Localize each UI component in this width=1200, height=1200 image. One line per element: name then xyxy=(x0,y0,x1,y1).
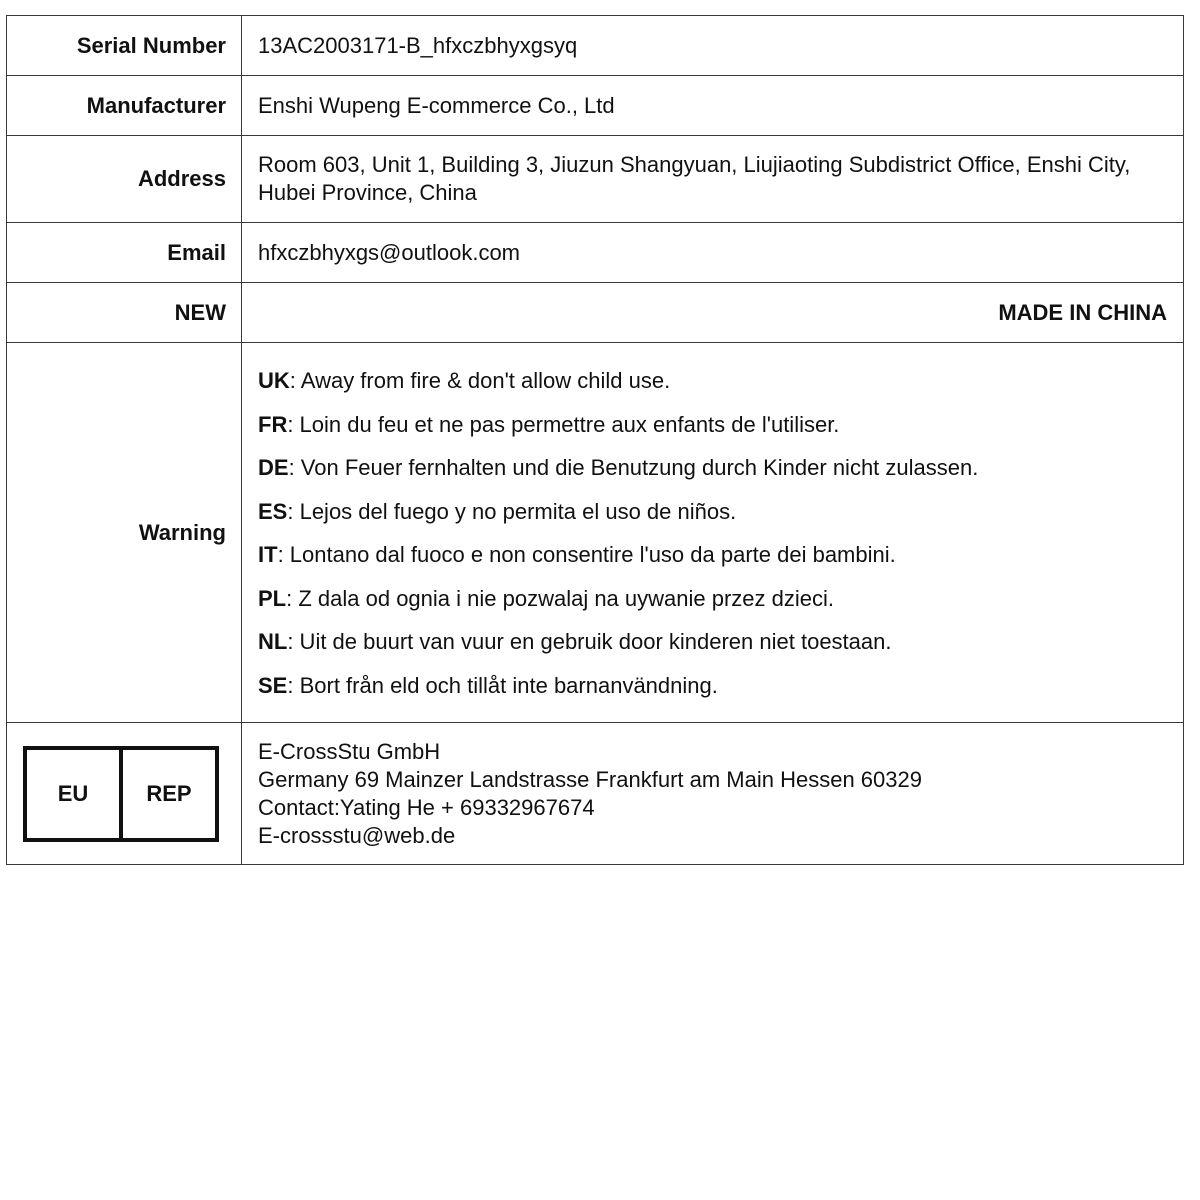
address-label: Address xyxy=(7,136,242,223)
warning-code: DE xyxy=(258,455,289,481)
condition-label: NEW xyxy=(7,283,242,343)
email-row xyxy=(7,223,1184,283)
serial-number-value: 13AC2003171-B_hfxczbhyxgsyq xyxy=(242,16,1184,76)
warning-list xyxy=(258,365,1167,700)
manufacturer-label: Manufacturer xyxy=(7,76,242,136)
warning-code: ES xyxy=(258,498,288,524)
warning-text: : Away from fire & don't allow child use. xyxy=(289,367,671,393)
eu-rep-badge-cell xyxy=(7,723,242,865)
warning-code: FR xyxy=(258,411,288,437)
warning-line xyxy=(258,585,1167,613)
warning-label: Warning xyxy=(7,343,242,723)
warning-line xyxy=(258,367,1167,395)
address-row xyxy=(7,136,1184,223)
product-info-table xyxy=(6,15,1184,865)
warning-text: : Bort från eld och tillåt inte barnanvändning. xyxy=(287,673,718,699)
address-value: Room 603, Unit 1, Building 3, Jiuzun Shangyuan, Liujiaoting Subdistrict Office, Enshi City, Hubei Province, China xyxy=(242,136,1184,223)
warning-line xyxy=(258,628,1167,656)
warning-line xyxy=(258,454,1167,482)
condition-row xyxy=(7,283,1184,343)
manufacturer-row xyxy=(7,76,1184,136)
eu-rep-address: Germany 69 Mainzer Landstrasse Frankfurt am Main Hessen 60329 xyxy=(258,766,922,792)
warning-text: : Uit de buurt van vuur en gebruik door kinderen niet toestaan. xyxy=(287,629,892,655)
warning-text: : Lontano dal fuoco e non consentire l'uso da parte dei bambini. xyxy=(277,542,896,568)
warning-text: : Z dala od ognia i nie pozwalaj na uywanie przez dzieci. xyxy=(286,585,834,611)
eu-rep-contact: Contact:Yating He + 69332967674 xyxy=(258,794,595,820)
eu-badge-left: EU xyxy=(57,780,89,806)
warning-code: SE xyxy=(258,673,288,699)
warning-row xyxy=(7,343,1184,723)
warning-text: : Lejos del fuego y no permita el uso de niños. xyxy=(287,498,737,524)
warning-code: UK xyxy=(258,367,290,393)
email-value: hfxczbhyxgs@outlook.com xyxy=(242,223,1184,283)
warning-cell xyxy=(242,343,1184,723)
origin-value: MADE IN CHINA xyxy=(242,283,1184,343)
warning-line xyxy=(258,498,1167,526)
eu-rep-email: E-crossstu@web.de xyxy=(258,822,456,848)
warning-text: : Loin du feu et ne pas permettre aux enfants de l'utiliser. xyxy=(287,411,840,437)
warning-code: NL xyxy=(258,629,288,655)
eu-badge-right: REP xyxy=(119,750,215,838)
eu-rep-details xyxy=(242,723,1184,865)
warning-line xyxy=(258,672,1167,700)
warning-code: PL xyxy=(258,585,287,611)
warning-text: : Von Feuer fernhalten und die Benutzung durch Kinder nicht zulassen. xyxy=(288,455,979,481)
serial-number-label: Serial Number xyxy=(7,16,242,76)
warning-line xyxy=(258,411,1167,439)
eu-rep-company: E-CrossStu GmbH xyxy=(258,738,441,764)
manufacturer-value: Enshi Wupeng E-commerce Co., Ltd xyxy=(242,76,1184,136)
eu-rep-row xyxy=(7,723,1184,865)
serial-number-row xyxy=(7,16,1184,76)
eu-rep-badge xyxy=(23,746,219,842)
warning-line xyxy=(258,541,1167,569)
warning-code: IT xyxy=(258,542,278,568)
email-label: Email xyxy=(7,223,242,283)
